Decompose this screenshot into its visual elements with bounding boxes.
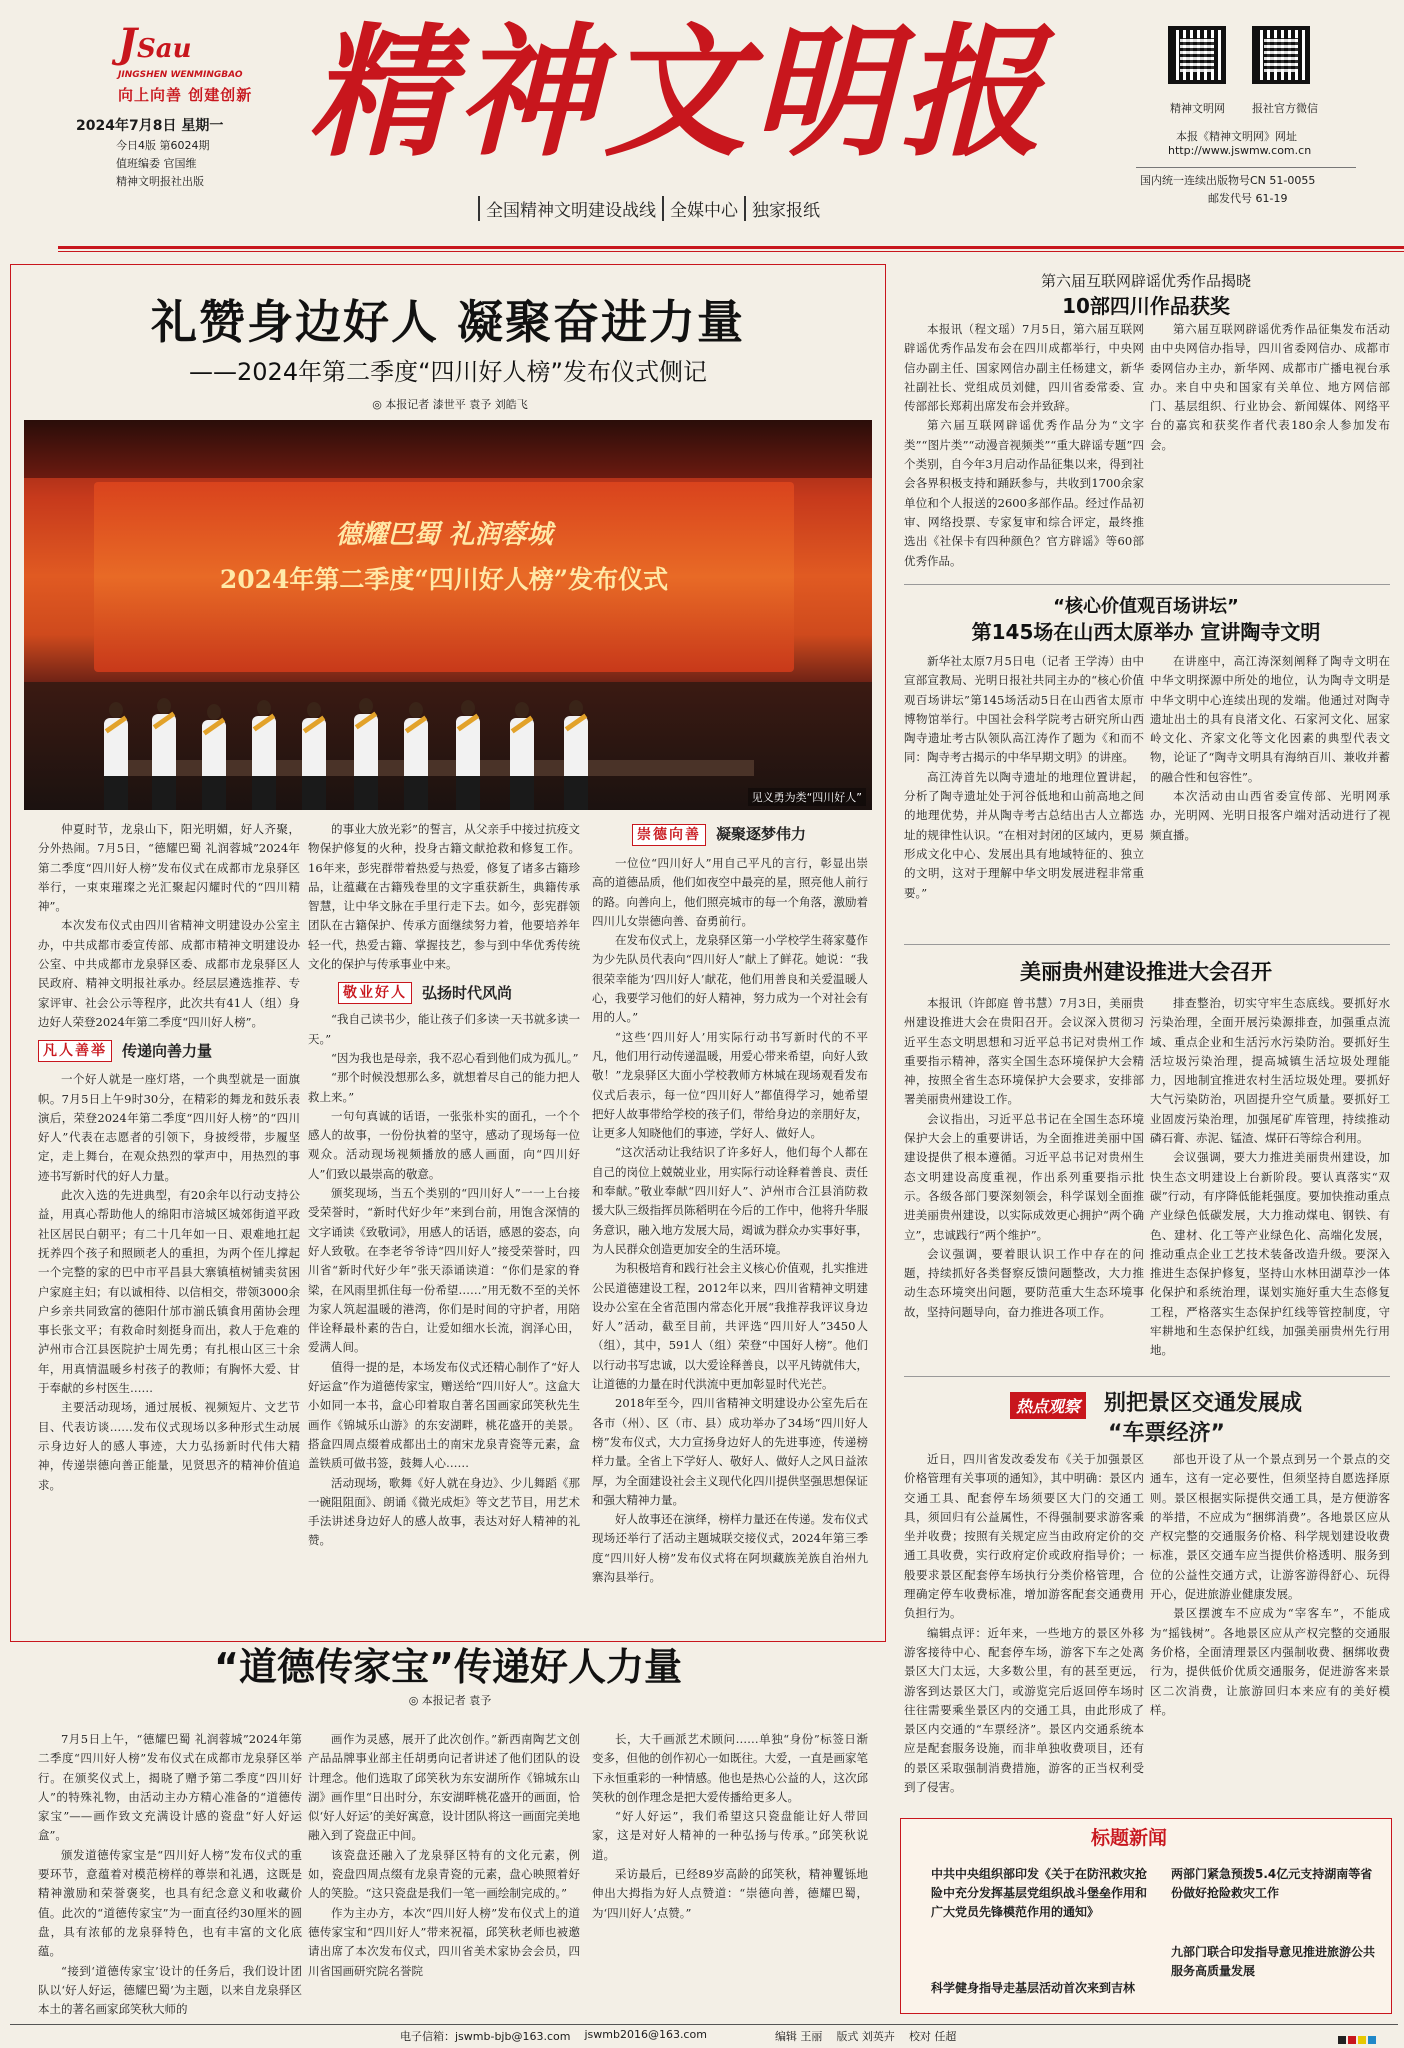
section-nav xyxy=(478,196,826,221)
masthead xyxy=(0,0,1398,265)
article-4-col-a: 近日，四川省发改委发布《关于加强景区价格管理有关事项的通知》，其中明确：景区内交通工具、配套停车场须要区大门的交通工具，须回归有公益属性，不得强制要求游客乘坐并收费；按照有关规定应当由政府定价的交通工具收费，实行政府定价或政府指导价；一般要求景区配套停车场执行分类价格管理，合理确定停车收费标准，增加游客配套交通费用负担行为。 编辑点评：近年来，一些地方的景区外移游客接待中心、配套停车场，游客下车之处离景区大门太远，大多数公里，有的甚至更远，游客到达景区大门，或游览完后返回停车场时往往需要乘坐景区内的交通工具，由此形成了景区内交通的“车票经济”。景区内交通系统本应是配套服务设施，而非单独收费项目，还有的景区采取强制消费措施，游客的正当权利受到了侵害。 xyxy=(904,1452,1144,1795)
honoree-group xyxy=(104,420,704,810)
site-label: 本报《精神文明网》网址 xyxy=(1176,130,1297,143)
article-1-title: 10部四川作品获奖 xyxy=(1062,294,1230,318)
subhead-tag: 凡人善举 xyxy=(38,1040,112,1062)
lead-column-3: 崇德向善 凝聚逐梦伟力 一位位“四川好人”用自己平凡的言行，彰显出崇高的道德品质，他们如夜空中最亮的星，照亮他人前行的路。向善向上，他们照亮城市的每一个角落，激励着四川儿女崇德向善、奋勇前行。 在发布仪式上，龙泉驿区第一小学校学生蒋家蔓作为少先队员代表向“四川好人”献上了鲜花。她说：“我很荣幸能为‘四川好人’献花，他们用善良和关爱温暖人心，我要学习他们的好人精神，努力成为一个对社会有用的人。” “这些‘四川好人’用实际行动书写新时代的不平凡，他们用行动传递温暖，用爱心带来希望，向好人致敬！”龙泉驿区大面小学校教师方林城在现场观看发布仪式后表示，每一位“四川好人”都值得学习，她希望把好人故事带给学校的孩子们，带给身边的亲朋好友，让更多人知晓他们的事迹，学好人、做好人。 “这次活动让我结识了许多好人，他们每个人都在自己的岗位上兢兢业业，用实际行动诠释着善良、责任和奉献。”敬业奉献“四川好人”、泸州市合江县消防救援大队三级指挥员陈稻明在今后的工作中，他将升华服务意识，融入地方发展大局，竭诚为群众办实事好事，为人民群众创造更加安全的生活环境。 为积极培育和践行社会主义核心价值观，扎实推进公民道德建设工程，2012年以来，四川省精神文明建设办公室在全省范围内常态化开展“我推荐我评议身边好人”活动，截至目前，共评选“四川好人”3450人（组），其中，591人（组）荣登“中国好人榜”。他们以行动书写忠诚，以大爱诠释善良，以平凡铸就伟大，让道德的力量在时代洪流中更加彰显时代光芒。 2018年至今，四川省精神文明建设办公室先后在各市（州）、区（市、县）成功举办了34场“四川好人榜”发布仪式，大力宣扬身边好人的先进事迹，传递榜样力量。全省上下学好人、敬好人、做好人之风日益浓厚，为全面建设社会主义现代化四川提供坚强思想保证和强大精神力量。 好人故事还在演绎，榜样力量还在传递。发布仪式现场还举行了活动主题城联交接仪式，2024年第三季度“四川好人榜”发布仪式将在阿坝藏族羌族自治州九寨沟县举行。 xyxy=(592,820,868,1640)
slogan: 向上向善 创建创新 xyxy=(118,86,253,104)
article-2-title: 第145场在山西太原举办 宣讲陶寺文明 xyxy=(971,620,1321,644)
article-4-col-b: 部也开设了从一个景点到另一个景点的交通车，这有一定必要性，但须坚持自愿选择原则。景区根据实际提供交通工具，是方便游客的举措，不应成为“捆绑消费”。各地景区应从产权完整的交通服务价格、科学规划建设收费标准，景区交通车应当提供价格透明、服务到位的公益性交通方式，让游客游得舒心、玩得开心，促进旅游业健康发展。 景区摆渡车不应成为“宰客车”，不能成为“摇钱树”。各地景区应从产权完整的交通服务价格，全面清理景区内强制收费、捆绑收费行为，提供低价优质交通服务，促进游客来景区二次消费，让旅游回归本来应有的美好模样。 xyxy=(1150,1452,1390,1717)
article-1-col-b: 第六届互联网辟谣优秀作品征集发布活动由中央网信办指导，四川省委网信办、成都市委网信办主办，新华网、成都市广播电视台承办。来自中央和国家有关单位、地方网信部门、基层组织、行业协会、新闻媒体、网络平台的嘉宾和获奖作者代表180余人参加发布会。 xyxy=(1150,322,1390,452)
headline-item[interactable]: 九部门联合印发指导意见推进旅游公共服务高质量发展 xyxy=(1171,1945,1376,1978)
banner-top-text: 德耀巴蜀 礼润蓉城 xyxy=(335,520,553,550)
logo-mark: JSau xyxy=(118,20,192,67)
qr-code-wechat[interactable] xyxy=(1252,26,1310,84)
article-2-kicker: “核心价值观百场讲坛” xyxy=(1053,596,1239,617)
article-2-col-b: 在讲座中，高江涛深刻阐释了陶寺文明在中华文明探源中所处的地位，认为陶寺文明是中华文明中心连续出现的发端。他通过对陶寺遗址出土的具有良渚文化、石家河文化、屈家岭文化、齐家文化等文化因素的典型代表文物，论证了“陶寺文明具有海纳百川、兼收并蓄的融合性和包容性”。 本次活动由山西省委宣传部、光明网承办，光明网、光明日报客户端对活动进行了视频直播。 xyxy=(1150,654,1390,842)
subhead-3 xyxy=(632,820,868,850)
headlines-heading: 标题新闻 xyxy=(1091,1827,1168,1849)
footer-proof: 校对 任超 xyxy=(908,2030,957,2043)
lead-subtitle: ——2024年第二季度“四川好人榜”发布仪式侧记 xyxy=(189,358,707,386)
subhead-tag: 敬业好人 xyxy=(338,982,412,1004)
article-4-title: 别把景区交通发展成 xyxy=(1104,1391,1303,1416)
lead-column-2: 的事业大放光彩”的誓言，从父亲手中接过抗疫文物保护修复的火种，投身古籍文献抢救和修复工作。16年来，彭宪群带着热爱与热爱，修复了诸多古籍珍品，让蕴藏在古籍残卷里的文字重获新生，典籍传承智慧，让中华文脉在手里行走下去。如今，彭宪群领团队在古籍保护、传承方面继续努力着，他要培养年轻一代，热爱古籍、掌握技艺，参与到中华优秀传统文化的保护与传承事业中来。 敬业好人 弘扬时代风尚 “我自己读书少，能让孩子们多读一天书就多读一天。” “因为我也是母亲，我不忍心看到他们成为孤儿。” “那个时候没想那么多，就想着尽自己的能力把人救上来。” 一句句真诚的话语，一张张朴实的面孔，一个个感人的故事，一份份执着的坚守，感动了现场每一位观众。活动现场视频播放的感人画面，向“四川好人”们致以最崇高的敬意。 颁奖现场，当五个类别的“四川好人”一一上台接受荣誉时，“新时代好少年”来到台前，用饱含深情的文字诵读《致敬词》，用感人的话语，感恩的姿态，向好人致敬。在李老爷爷诗“四川好人”接受荣誉时，四川省“新时代好少年”张天添诵读道：“你们是家的脊梁，在风雨里抓住每一份希望……”用无数不至的关怀为家人筑起温暖的港湾，你们是时间的守护者，用陪伴诠释最朴素的告白，让爱如细水长流，润泽心田，爱满人间。 值得一提的是，本场发布仪式还精心制作了“好人好运盒”作为道德传家宝，赠送给“四川好人”。这盒大小如同一本书，盒心印着取自著名国画家邱笑秋先生画作《锦城乐山游》的东安湖畔，桃花盛开的美景。搭盒四周点缀着成都出土的南宋龙泉青瓷等元素，盒盖铁质可做书签，鼓舞人心…… 活动现场，歌舞《好人就在身边》、少儿舞蹈《那一碗阻阻面》、朗诵《微光成炬》等文艺节目，用艺术手法讲述身边好人的感人故事，表达对好人精神的礼赞。 xyxy=(308,822,580,1548)
qr-code-website[interactable] xyxy=(1168,26,1226,84)
lead-title: 礼赞身边好人 凝聚奋进力量 xyxy=(150,295,745,349)
photo-caption: 见义勇为类“四川好人” xyxy=(748,788,866,806)
article-3-col-b: 排查整治，切实守牢生态底线。要抓好水污染治理，全面开展污染源排查，加强重点流域、重点企业和生活污水污染防治。要抓好生活垃圾污染治理，提高城镇生活垃圾处理能力，因地制宜推进农村生活垃圾处理。要抓好大气污染防治，巩固提升空气质量。要抓好工业固废污染治理，加强尾矿库管理，持续推动磷石膏、赤泥、锰渣、煤矸石等综合利用。 会议强调，要大力推进美丽贵州建设，加快生态文明建设上台新阶段。要认真落实“双碳”行动，有序降低能耗强度。要加快推动重点产业绿色低碳发展，大力推动煤电、钢铁、有色、建材、化工等产业绿色化、高端化发展，推动重点企业工艺技术装备改造升级。要深入推进生态保护修复，坚持山水林田湖草沙一体化保护和系统治理，谋划实施好重大生态修复工程，严格落实生态保护红线等管控制度，守牢耕地和生态保护红线，加强美丽贵州先行用地。 xyxy=(1150,996,1390,1358)
banner-main-text: 2024年第二季度“四川好人榜”发布仪式 xyxy=(219,565,669,594)
footer-email-1[interactable]: 电子信箱：jswmb-bjb@163.com xyxy=(400,2030,571,2043)
nav-item[interactable]: 全媒中心 xyxy=(662,196,744,221)
ceremony-photo xyxy=(24,420,872,810)
second-column-1: 7月5日上午，“德耀巴蜀 礼润蓉城”2024年第二季度“四川好人榜”发布仪式在成都市龙泉驿区举行。在颁奖仪式上，揭晓了赠予第二季度“四川好人”的特殊礼物，由活动主办方精心准备的“道德传家宝”——画作致文充满设计感的瓷盘“好人好运盒”。 颁发道德传家宝是“四川好人榜”发布仪式的重要环节，意蕴着对模范榜样的尊崇和礼遇，这既是精神激励和荣誉褒奖，也具有纪念意义和收藏价值。此次的“道德传家宝”为一面直径约30厘米的圆盘，具有浓郁的龙泉驿特色，也有丰富的文化底蕴。 “接到‘道德传家宝’设计的任务后，我们设计团队以‘好人好运，德耀巴蜀’为主题，以来自龙泉驿区本土的著名画家邱笑秋大师的 xyxy=(38,1732,302,2017)
subhead-title: 弘扬时代风尚 xyxy=(422,983,513,1002)
article-3-col-a: 本报讯（许郎庭 曾书慧）7月3日，美丽贵州建设推进大会在贵阳召开。会议深入贯彻习近平生态文明思想和习近平总书记对贵州工作重要指示精神，落实全国生态环境保护大会精神，按照全省生态环境保护大会要求，安排部署美丽贵州建设工作。 会议指出，习近平总书记在全国生态环境保护大会上的重要讲话，为全面推进美丽中国建设提供了根本遵循。习近平总书记对贵州生态文明建设高度重视，作出系列重要指示批示。各级各部门要深刻领会，科学谋划全面推进美丽贵州建设，以实际成效更心拥护“两个确立”，忠诚践行“两个维护”。 会议强调，要着眼认识工作中存在的问题，持续抓好各类督察反馈问题整改，大力推动生态环境突出问题，要防范重大生态环境事故，坚持问题导向，奋力推进各项工作。 xyxy=(904,996,1144,1319)
second-column-2: 画作为灵感，展开了此次创作。”新西南陶艺文创产品品牌事业部主任胡勇向记者讲述了他们团队的设计理念。他们选取了邱笑秋为东安湖所作《锦城东山湖》画作里“日出时分，东安湖畔桃花盛开的画面，恰似‘好人好运’的美好寓意，设计团队将这一画面完美地融入到了瓷盘正中间。 该瓷盘还融入了龙泉驿区特有的文化元素，例如，瓷盘四周点缀有龙泉青瓷的元素，盘心映照着好人的笑脸。“这只瓷盘是我们一笔一画绘制完成的。” 作为主办方，本次“四川好人榜”发布仪式上的道德传家宝和“四川好人”带来祝福，邱笑秋老师也被邀请出席了本次发布仪式，四川省美术家协会会员，四川省国画研究院名誉院 xyxy=(308,1732,580,1978)
hot-topic-badge: 热点观察 xyxy=(1010,1392,1086,1419)
headlines-box xyxy=(900,1818,1392,2014)
article-1-col-a: 本报讯（程文瑶）7月5日，第六届互联网辟谣优秀作品发布会在四川成都举行，中央网信办副主任、国家网信办副主任杨建文，新华社副社长、党组成员刘健，四川省委常委、宣传部部长郑莉出席发布会并致辞。 第六届互联网辟谣优秀作品分为“文字类”“图片类”“动漫音视频类”“重大辟谣专题”四个类别，自今年3月启动作品征集以来，得到社会各界积极支持和踊跃参与，共收到1700余家单位和个人报送的2600多部作品。经过作品初审、网络投票、专家复审和综合评定，最终推选出《社保卡有四种颜色？官方辟谣》等60部优秀作品。 xyxy=(904,322,1144,568)
article-1-kicker: 第六届互联网辟谣优秀作品揭晓 xyxy=(1040,272,1251,290)
masthead-rule-thin xyxy=(58,251,1404,252)
subhead-title: 传递向善力量 xyxy=(122,1041,213,1060)
duty-editor: 值班编委 官国维 xyxy=(116,157,197,170)
article-2-col-a: 新华社太原7月5日电（记者 王学涛）由中宣部宣教局、光明日报社共同主办的“核心价值观百场讲坛”第145场活动5日在山西省太原市博物馆举行。中国社会科学院考古研究所山西陶寺遗址考古队领队高江涛作了题为《和而不同：陶寺考古揭示的中华早期文明》的讲座。 高江涛首先以陶寺遗址的地理位置讲起，分析了陶寺遗址处于河谷低地和山前高地之间的地理优势，并从陶寺考古总结出古人立都选址的规律性认识。“在相对封闭的区域内，更易形成文化中心、发展出具有地域特征的、独立的文明，这对于理解中华文明发展进程非常重要。” xyxy=(904,654,1144,900)
newspaper-title: 精神文明报 xyxy=(308,10,1048,176)
subhead-title: 凝聚逐梦伟力 xyxy=(716,825,807,844)
subhead-1 xyxy=(38,1036,300,1066)
cn-number: 国内统一连续出版物号CN 51-0055 xyxy=(1140,174,1316,187)
footer-layout: 版式 刘英卉 xyxy=(836,2030,895,2043)
article-4-title-2: “车票经济” xyxy=(1108,1421,1225,1446)
second-byline: ◎ 本报记者 袁予 xyxy=(408,1694,492,1707)
footer xyxy=(400,2028,956,2044)
publisher: 精神文明报社出版 xyxy=(116,175,204,188)
issue-date: 2024年7月8日 星期一 xyxy=(76,118,224,134)
headline-item[interactable]: 中共中央组织部印发《关于在防汛救灾抢险中充分发挥基层党组织战斗堡垒作用和广大党员先锋模范作用的通知》 xyxy=(931,1867,1148,1919)
masthead-rule xyxy=(58,246,1404,249)
subhead-tag: 崇德向善 xyxy=(632,824,706,846)
logo-en: JINGSHEN WENMINGBAO xyxy=(118,70,243,80)
post-code: 邮发代号 61-19 xyxy=(1208,192,1288,205)
footer-email-2[interactable]: jswmb2016@163.com xyxy=(584,2028,707,2041)
site-url[interactable]: http://www.jswmw.com.cn xyxy=(1168,144,1312,157)
issue-edition: 今日4版 第6024期 xyxy=(116,139,210,152)
nav-item[interactable]: 独家报纸 xyxy=(744,196,826,221)
qr-label-wechat: 报社官方微信 xyxy=(1252,102,1318,115)
lead-column-1: 仲夏时节，龙泉山下，阳光明媚，好人齐聚，分外热闹。7月5日，“德耀巴蜀 礼润蓉城”2024年第二季度“四川好人榜”发布仪式在成都市龙泉驿区举行，一束束璀璨之光汇聚起闪耀时代的“四川精神”。 本次发布仪式由四川省精神文明建设办公室主办，中共成都市委宣传部、成都市精神文明建设办公室、中共成都市龙泉驿区委、成都市龙泉驿区人民政府、精神文明报社承办。经层层遴选推荐、专家评审、社会公示等程序，此次共有41人（组）身边好人荣登2024年第二季度“四川好人榜”。 凡人善举 传递向善力量 一个好人就是一座灯塔，一个典型就是一面旗帜。7月5日上午9时30分，在精彩的舞龙和鼓乐表演后，荣登2024年第二季度“四川好人榜”的“四川好人”代表在志愿者的引领下，身披绶带，步履坚定，走上舞台，在观众热烈的掌声中，用热烈的事迹书写新时代的好人力量。 此次入选的先进典型，有20余年以行动支持公益，用真心帮助他人的绵阳市涪城区城郊街道平政社区居民白朝平；有二十几年如一日、艰难地扛起抚养四个孩子和照顾老人的重担，为两个侄儿撑起一个完整的家的巴中市平昌县大寨镇植树铺卖贫困户家庭主妇；有以诚相待、以信相交，带领3000余户乡亲共同致富的德阳什邡市湔氐镇食用菌协会理事长张文平；有救命时刻挺身而出，救人于危难的泸州市合江县医院护士周先勇；有扎根山区三十余年，用真情温暖乡村孩子的教师；有胸怀大爱、甘于奉献的乡村医生…… 主要活动现场，通过展板、视频短片、文艺节目、代表访谈……发布仪式现场以多种形式生动展示身边好人的感人事迹，大力弘扬新时代伟大精神，传递崇德向善正能量，见贤思齐的精神价值追求。 xyxy=(38,822,300,1492)
qr-label-website: 精神文明网 xyxy=(1170,102,1225,115)
footer-editor: 编辑 王丽 xyxy=(774,2030,823,2043)
subhead-2 xyxy=(338,978,580,1008)
color-bar xyxy=(1338,2036,1376,2044)
lead-byline: ◎ 本报记者 漆世平 袁予 刘皓飞 xyxy=(372,398,528,411)
article-3-title: 美丽贵州建设推进大会召开 xyxy=(1020,960,1272,984)
second-column-3: 长，大千画派艺术顾问……单独“身份”标签日渐变多，但他的创作初心一如既往。大爱，一直是画家笔下永恒重彩的一种情感。他也是热心公益的人，这次邱笑秋的创作理念是把大爱传播给更多人。 “好人好运”，我们希望这只瓷盘能让好人带回家，这是对好人精神的一种弘扬与传承。”邱笑秋说道。 采访最后，已经89岁高龄的邱笑秋，精神矍铄地伸出大拇指为好人点赞道：“崇德向善，德耀巴蜀，为‘四川好人’点赞。” xyxy=(592,1732,868,1920)
second-title: “道德传家宝”传递好人力量 xyxy=(214,1645,682,1689)
headline-item[interactable]: 科学健身指导走基层活动首次来到吉林 xyxy=(931,1981,1136,1995)
nav-item[interactable]: 全国精神文明建设战线 xyxy=(478,196,662,221)
headline-item[interactable]: 两部门紧急预拨5.4亿元支持湖南等省份做好抢险救灾工作 xyxy=(1171,1867,1373,1900)
